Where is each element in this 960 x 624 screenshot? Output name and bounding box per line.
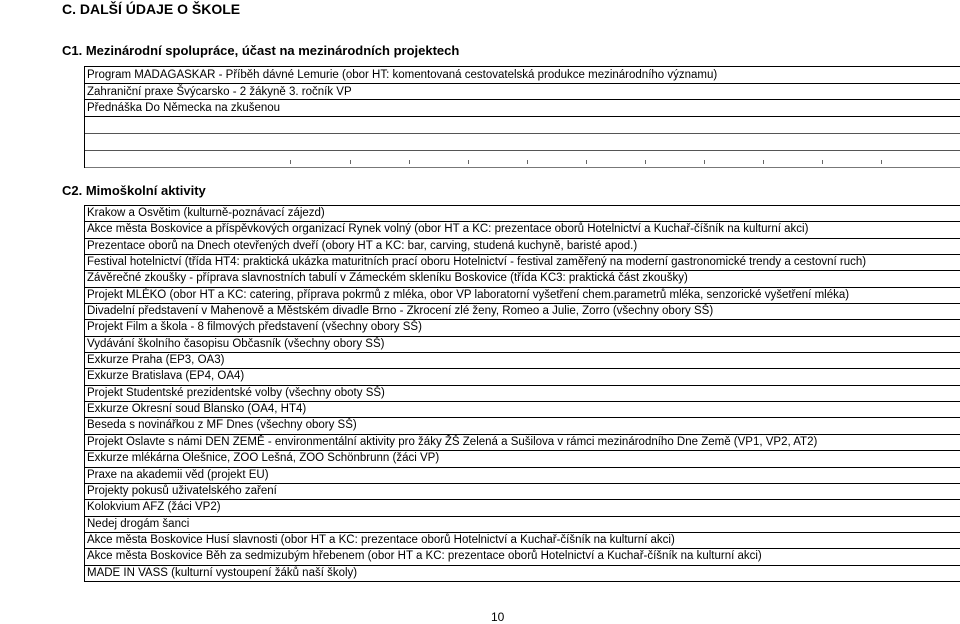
c2-row: Projekt MLÉKO (obor HT a KC: catering, příprava pokrmů z mléka, obor VP laboratorní vyšetření chem.parametrů mléka, senzorické vyšetření mléka) — [85, 288, 960, 304]
tick-mark — [468, 160, 469, 164]
c1-row: Přednáška Do Německa na zkušenou — [85, 100, 960, 117]
c2-row: Vydávání školního časopisu Občasník (všechny obory SŠ) — [85, 337, 960, 353]
c2-row: Festival hotelnictví (třída HT4: praktická ukázka maturitních prací oboru Hotelnictví - festival zaměřený na moderní gastronomické trendy a cestovní ruch) — [85, 255, 960, 271]
c2-row: Nedej drogám šanci — [85, 517, 960, 533]
section-title: C. DALŠÍ ÚDAJE O ŠKOLE — [62, 1, 241, 17]
c2-row: MADE IN VASS (kulturní vystoupení žáků naší školy) — [85, 566, 960, 582]
c2-row: Projekt Film a škola - 8 filmových představení (všechny obory SŠ) — [85, 320, 960, 336]
c2-row: Krakow a Osvětim (kulturně-poznávací zájezd) — [85, 206, 960, 222]
c2-row: Divadelní představení v Mahenově a Městském divadle Brno - Zkrocení zlé ženy, Romeo a Julie, Zorro (všechny obory SŠ) — [85, 304, 960, 320]
c1-row: Program MADAGASKAR - Příběh dávné Lemurie (obor HT: komentovaná cestovatelská produkce mezinárodního významu) — [85, 67, 960, 84]
c2-title: C2. Mimoškolní aktivity — [62, 183, 206, 198]
tick-mark — [645, 160, 646, 164]
c2-row: Exkurze Praha (EP3, OA3) — [85, 353, 960, 369]
c2-row: Akce města Boskovice a příspěvkových organizací Rynek volný (obor HT a KC: prezentace oborů Hotelnictví a Kuchař-číšník na kulturní akci) — [85, 222, 960, 238]
c1-row-empty — [85, 151, 960, 168]
c2-row: Beseda s novinářkou z MF Dnes (všechny obory SŠ) — [85, 418, 960, 434]
c2-row: Prezentace oborů na Dnech otevřených dveří (obory HT a KC: bar, carving, studená kuchyně, baristé apod.) — [85, 239, 960, 255]
tick-mark — [527, 160, 528, 164]
c1-table — [84, 66, 960, 168]
c2-row: Projekt Studentské prezidentské volby (všechny oboty SŠ) — [85, 386, 960, 402]
tick-mark — [586, 160, 587, 164]
c2-row: Závěrečné zkoušky - příprava slavnostních tabulí v Zámeckém skleníku Boskovice (třída KC3: praktická část zkoušky) — [85, 271, 960, 287]
tick-mark — [409, 160, 410, 164]
page-number: 10 — [491, 610, 505, 624]
tick-mark — [763, 160, 764, 164]
tick-mark — [350, 160, 351, 164]
c1-title: C1. Mezinárodní spolupráce, účast na mezinárodních projektech — [62, 43, 460, 58]
tick-mark — [822, 160, 823, 164]
c2-table — [84, 205, 960, 582]
c1-row: Zahraniční praxe Švýcarsko - 2 žákyně 3. ročník VP — [85, 84, 960, 101]
c2-row: Exkurze mlékárna Olešnice, ZOO Lešná, ZOO Schönbrunn (žáci VP) — [85, 451, 960, 467]
c2-row: Projekty pokusů uživatelského zaření — [85, 484, 960, 500]
c2-row: Kolokvium AFZ (žáci VP2) — [85, 500, 960, 516]
c2-row: Exkurze Okresní soud Blansko (OA4, HT4) — [85, 402, 960, 418]
tick-mark — [881, 160, 882, 164]
column-tick-marks — [290, 160, 960, 164]
tick-mark — [704, 160, 705, 164]
c2-row: Praxe na akademii věd (projekt EU) — [85, 468, 960, 484]
tick-mark — [290, 160, 291, 164]
c2-row: Akce města Boskovice Husí slavnosti (obor HT a KC: prezentace oborů Hotelnictví a Kuchař-číšník na kulturní akci) — [85, 533, 960, 549]
c1-row-empty — [85, 117, 960, 134]
c2-row: Akce města Boskovice Běh za sedmizubým hřebenem (obor HT a KC: prezentace oborů Hotelnictví a Kuchař-číšník na kulturní akci) — [85, 549, 960, 565]
c2-row: Projekt Oslavte s námi DEN ZEMĚ - environmentální aktivity pro žáky ŽŠ Zelená a Sušilova v rámci mezinárodního Dne Země (VP1, VP2, AT2) — [85, 435, 960, 451]
c2-row: Exkurze Bratislava (EP4, OA4) — [85, 369, 960, 385]
c1-row-empty — [85, 134, 960, 151]
